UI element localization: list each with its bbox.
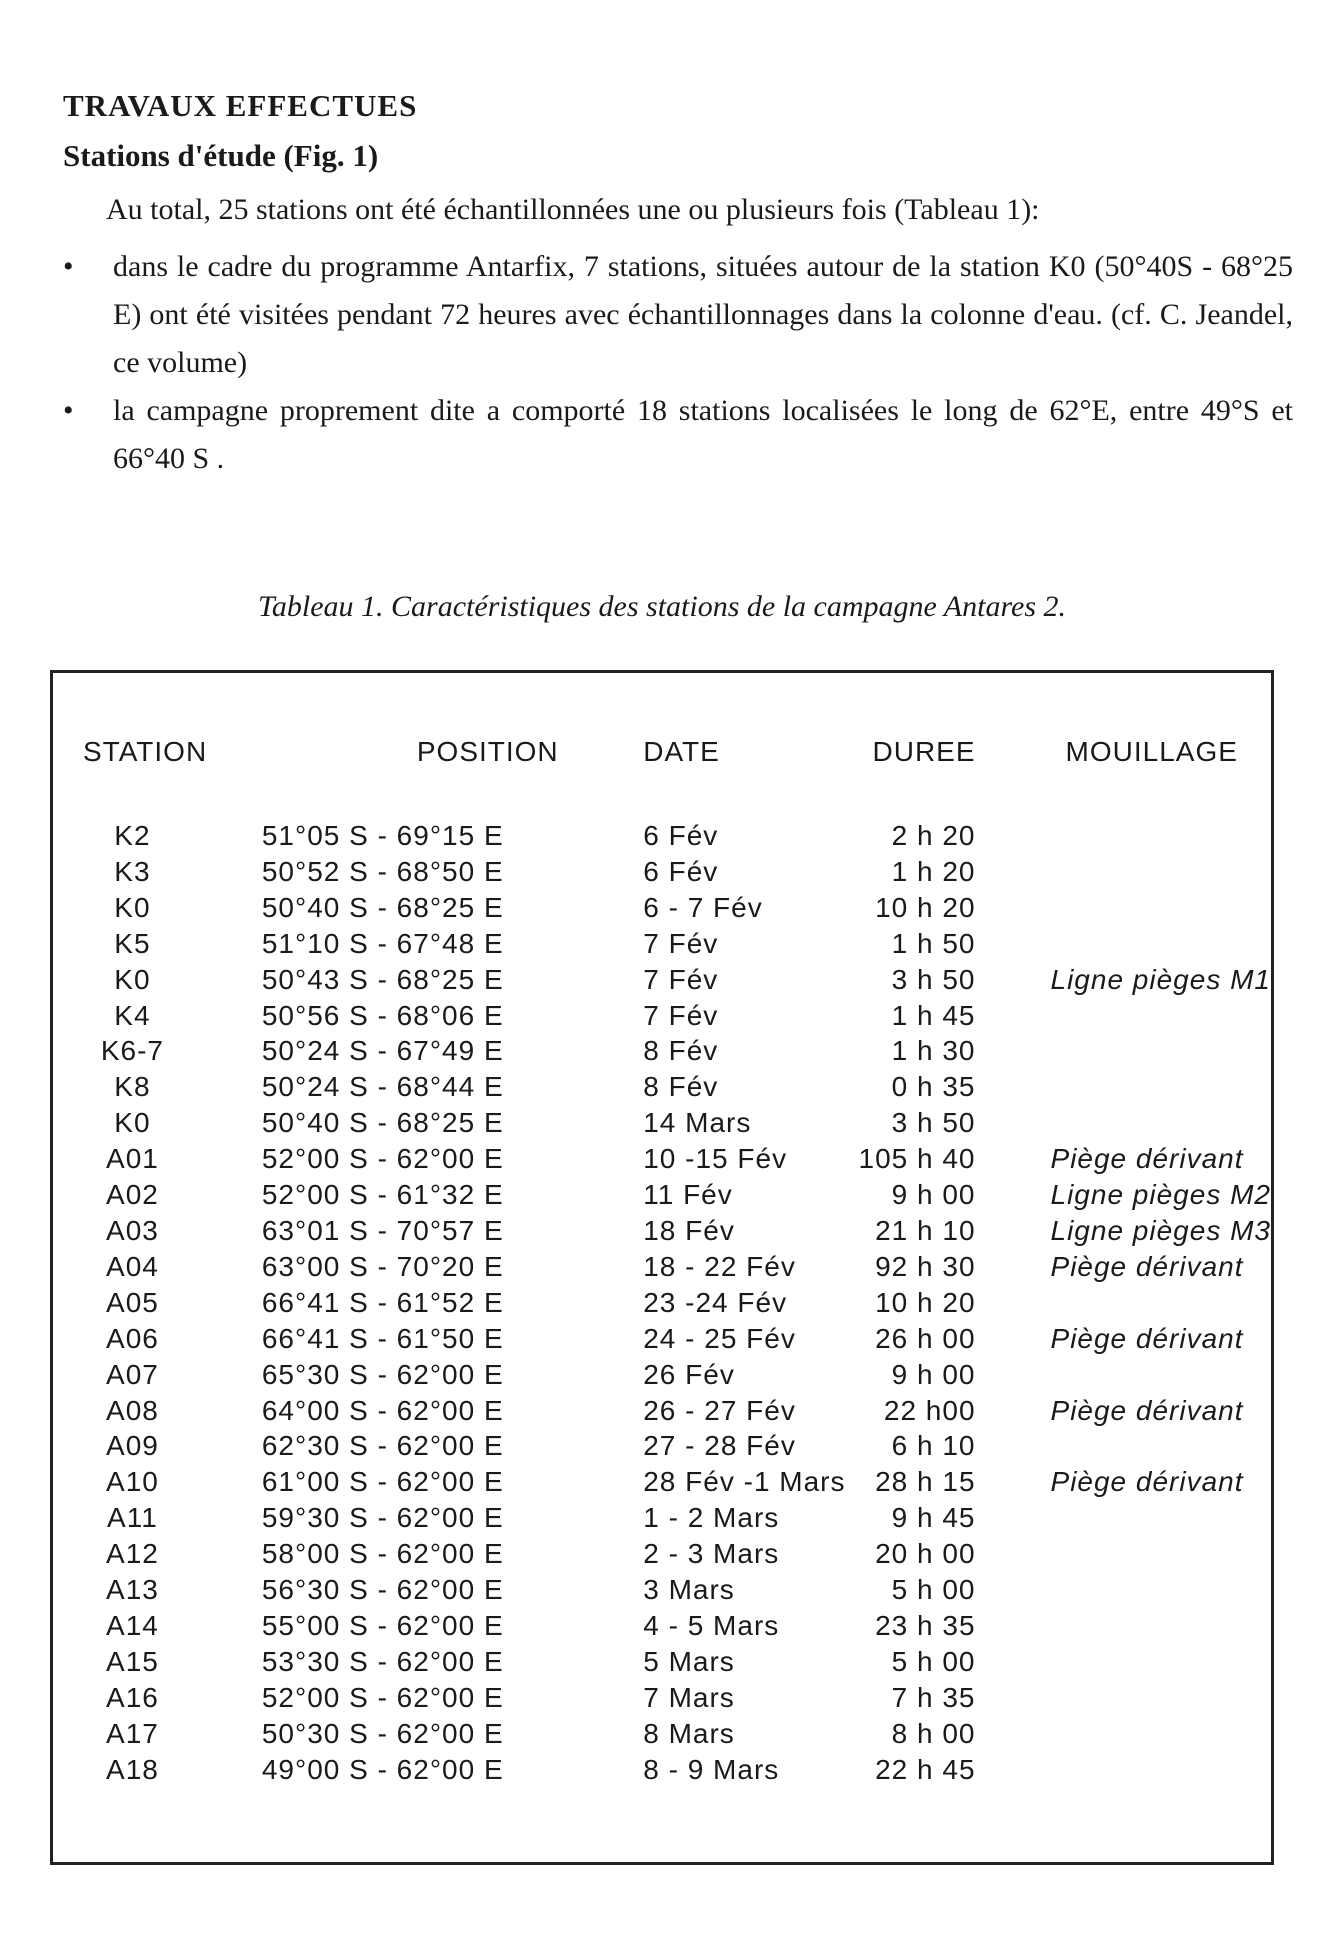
- cell-mouillage: Piège dérivant: [1050, 1143, 1244, 1175]
- section-title: TRAVAUX EFFECTUES: [63, 88, 418, 123]
- cell-date: 11 Fév: [643, 1179, 733, 1211]
- cell-mouillage: Piège dérivant: [1050, 1250, 1244, 1282]
- cell-duree: 1 h 50: [891, 927, 976, 959]
- table-caption: Tableau 1. Caractéristiques des stations de la campagne Antares 2.: [257, 590, 1067, 623]
- cell-station: A08: [106, 1394, 159, 1426]
- cell-mouillage: [996, 1608, 1271, 1644]
- table-row: [53, 1393, 1271, 1429]
- cell-station: K5: [114, 927, 151, 959]
- cell-mouillage: [996, 1105, 1271, 1141]
- bullet-item: [63, 387, 1293, 483]
- cell-date: 24 - 25 Fév: [643, 1322, 796, 1354]
- table-row: [53, 1500, 1271, 1536]
- table-frame: [50, 670, 1274, 1865]
- cell-mouillage: [996, 1500, 1271, 1536]
- stations-table: [53, 728, 1271, 1787]
- table-row: [53, 962, 1271, 998]
- table-row: [53, 1680, 1271, 1716]
- table-row: [53, 1464, 1271, 1500]
- table-row: [53, 1105, 1271, 1141]
- cell-station: K0: [114, 963, 151, 995]
- cell-position: 63°00 S - 70°20 E: [261, 1250, 504, 1282]
- cell-station: K4: [114, 999, 151, 1031]
- cell-station: A04: [106, 1250, 159, 1282]
- cell-station: A01: [106, 1143, 159, 1175]
- cell-mouillage: [996, 818, 1271, 854]
- cell-date: 8 - 9 Mars: [643, 1753, 780, 1785]
- cell-date: 5 Mars: [643, 1645, 735, 1677]
- cell-date: 7 Fév: [643, 999, 719, 1031]
- table-header-row: [53, 728, 1271, 818]
- table-row: [53, 1249, 1271, 1285]
- table-row: [53, 854, 1271, 890]
- cell-position: 49°00 S - 62°00 E: [261, 1753, 504, 1785]
- cell-date: 18 - 22 Fév: [643, 1250, 796, 1282]
- cell-duree: 10 h 20: [875, 1286, 976, 1318]
- bullet-text: dans le cadre du programme Antarfix, 7 stations, situées autour de la station K0 (50°40S - 68°25 E) ont été visitées pendant 72 heures avec échantillonnages dans la colonne d'eau. (cf. C. Jeandel, ce volume): [113, 250, 1293, 379]
- header-station: STATION: [83, 736, 208, 767]
- table-row: [53, 1572, 1271, 1608]
- cell-position: 50°52 S - 68°50 E: [261, 855, 504, 887]
- cell-position: 52°00 S - 62°00 E: [261, 1681, 504, 1713]
- cell-duree: 3 h 50: [891, 963, 976, 995]
- cell-station: A09: [106, 1430, 159, 1462]
- cell-mouillage: [996, 998, 1271, 1034]
- cell-mouillage: [996, 890, 1271, 926]
- table-row: [53, 1644, 1271, 1680]
- cell-position: 56°30 S - 62°00 E: [261, 1574, 504, 1606]
- cell-duree: 105 h 40: [858, 1143, 976, 1175]
- cell-duree: 7 h 35: [891, 1681, 976, 1713]
- cell-position: 50°43 S - 68°25 E: [261, 963, 504, 995]
- cell-station: K6-7: [100, 1035, 164, 1067]
- cell-station: K3: [114, 855, 151, 887]
- table-row: [53, 1428, 1271, 1464]
- cell-date: 6 - 7 Fév: [643, 891, 763, 923]
- cell-date: 2 - 3 Mars: [643, 1538, 780, 1570]
- cell-mouillage: Ligne pièges M3: [1050, 1214, 1271, 1246]
- bullet-icon: •: [63, 394, 74, 427]
- cell-station: A16: [106, 1681, 159, 1713]
- intro-paragraph: Au total, 25 stations ont été échantillonnées une ou plusieurs fois (Tableau 1):: [106, 193, 1040, 226]
- cell-date: 28 Fév -1 Mars: [643, 1466, 846, 1498]
- cell-date: 27 - 28 Fév: [643, 1430, 796, 1462]
- cell-position: 53°30 S - 62°00 E: [261, 1645, 504, 1677]
- cell-station: A13: [106, 1574, 159, 1606]
- table-row: [53, 1752, 1271, 1788]
- cell-date: 7 Fév: [643, 927, 719, 959]
- cell-position: 55°00 S - 62°00 E: [261, 1609, 504, 1641]
- table-row: [53, 1213, 1271, 1249]
- cell-duree: 9 h 00: [891, 1358, 976, 1390]
- cell-mouillage: Ligne pièges M1: [1050, 963, 1271, 995]
- cell-mouillage: [996, 1357, 1271, 1393]
- cell-date: 14 Mars: [643, 1107, 752, 1139]
- cell-duree: 1 h 45: [891, 999, 976, 1031]
- cell-station: A12: [106, 1538, 159, 1570]
- table-row: [53, 1357, 1271, 1393]
- cell-date: 6 Fév: [643, 820, 719, 851]
- cell-mouillage: [996, 926, 1271, 962]
- cell-station: A15: [106, 1645, 159, 1677]
- cell-duree: 8 h 00: [891, 1717, 976, 1749]
- cell-duree: 5 h 00: [891, 1645, 976, 1677]
- cell-mouillage: Ligne pièges M2: [1050, 1179, 1271, 1211]
- header-duree: DUREE: [872, 736, 976, 767]
- cell-position: 50°24 S - 68°44 E: [261, 1071, 504, 1103]
- cell-position: 63°01 S - 70°57 E: [261, 1214, 504, 1246]
- cell-date: 3 Mars: [643, 1574, 735, 1606]
- cell-date: 10 -15 Fév: [643, 1143, 788, 1175]
- cell-position: 50°40 S - 68°25 E: [261, 891, 504, 923]
- cell-duree: 28 h 15: [875, 1466, 976, 1498]
- cell-duree: 6 h 10: [891, 1430, 976, 1462]
- cell-position: 61°00 S - 62°00 E: [261, 1466, 504, 1498]
- cell-station: A02: [106, 1179, 159, 1211]
- cell-date: 8 Mars: [643, 1717, 735, 1749]
- cell-duree: 22 h 45: [875, 1753, 976, 1785]
- bullet-text: la campagne proprement dite a comporté 18 stations localisées le long de 62°E, entre 49°S et 66°40 S .: [113, 394, 1293, 475]
- table-row: [53, 926, 1271, 962]
- table-row: [53, 1608, 1271, 1644]
- cell-duree: 2 h 20: [891, 820, 976, 851]
- cell-duree: 1 h 20: [891, 855, 976, 887]
- cell-duree: 21 h 10: [875, 1214, 976, 1246]
- header-mouillage: MOUILLAGE: [1065, 736, 1238, 767]
- cell-date: 23 -24 Fév: [643, 1286, 788, 1318]
- cell-mouillage: [996, 1752, 1271, 1788]
- cell-date: 7 Fév: [643, 963, 719, 995]
- cell-position: 50°40 S - 68°25 E: [261, 1107, 504, 1139]
- cell-station: A17: [106, 1717, 159, 1749]
- cell-station: A03: [106, 1214, 159, 1246]
- cell-duree: 23 h 35: [875, 1609, 976, 1641]
- table-body: [53, 818, 1271, 1787]
- cell-duree: 22 h00: [883, 1394, 976, 1426]
- cell-duree: 26 h 00: [875, 1322, 976, 1354]
- cell-date: 26 Fév: [643, 1358, 735, 1390]
- header-date: DATE: [643, 736, 720, 767]
- cell-mouillage: [996, 1536, 1271, 1572]
- table-row: [53, 998, 1271, 1034]
- cell-date: 8 Fév: [643, 1035, 719, 1067]
- cell-mouillage: [996, 1716, 1271, 1752]
- cell-position: 64°00 S - 62°00 E: [261, 1394, 504, 1426]
- cell-date: 6 Fév: [643, 855, 719, 887]
- cell-position: 66°41 S - 61°50 E: [261, 1322, 504, 1354]
- cell-mouillage: [996, 1644, 1271, 1680]
- cell-position: 50°24 S - 67°49 E: [261, 1035, 504, 1067]
- table-row: [53, 1321, 1271, 1357]
- table-row: [53, 1141, 1271, 1177]
- cell-position: 65°30 S - 62°00 E: [261, 1358, 504, 1390]
- table-row: [53, 1177, 1271, 1213]
- cell-mouillage: [996, 1069, 1271, 1105]
- cell-mouillage: Piège dérivant: [1050, 1466, 1244, 1498]
- cell-duree: 10 h 20: [875, 891, 976, 923]
- subsection-title: Stations d'étude (Fig. 1): [63, 138, 379, 173]
- cell-mouillage: Piège dérivant: [1050, 1394, 1244, 1426]
- cell-station: A07: [106, 1358, 159, 1390]
- cell-position: 58°00 S - 62°00 E: [261, 1538, 504, 1570]
- cell-mouillage: [996, 1572, 1271, 1608]
- cell-position: 50°56 S - 68°06 E: [261, 999, 504, 1031]
- cell-mouillage: Piège dérivant: [1050, 1322, 1244, 1354]
- cell-mouillage: [996, 1033, 1271, 1069]
- cell-position: 62°30 S - 62°00 E: [261, 1430, 504, 1462]
- table-row: [53, 1285, 1271, 1321]
- bullet-list: [63, 243, 1293, 483]
- cell-station: K8: [114, 1071, 151, 1103]
- table-row: [53, 1069, 1271, 1105]
- header-position: POSITION: [416, 736, 559, 767]
- cell-date: 18 Fév: [643, 1214, 735, 1246]
- cell-duree: 0 h 35: [891, 1071, 976, 1103]
- cell-mouillage: [996, 1285, 1271, 1321]
- cell-duree: 5 h 00: [891, 1574, 976, 1606]
- cell-date: 7 Mars: [643, 1681, 735, 1713]
- cell-station: A10: [106, 1466, 159, 1498]
- cell-position: 52°00 S - 62°00 E: [261, 1143, 504, 1175]
- cell-duree: 20 h 00: [875, 1538, 976, 1570]
- table-row: [53, 890, 1271, 926]
- cell-position: 66°41 S - 61°52 E: [261, 1286, 504, 1318]
- cell-duree: 92 h 30: [875, 1250, 976, 1282]
- cell-duree: 9 h 45: [891, 1502, 976, 1534]
- cell-date: 26 - 27 Fév: [643, 1394, 796, 1426]
- cell-position: 59°30 S - 62°00 E: [261, 1502, 504, 1534]
- cell-station: A14: [106, 1609, 159, 1641]
- table-row: [53, 1033, 1271, 1069]
- cell-date: 1 - 2 Mars: [643, 1502, 780, 1534]
- cell-position: 52°00 S - 61°32 E: [261, 1179, 504, 1211]
- cell-position: 51°05 S - 69°15 E: [261, 820, 504, 851]
- cell-mouillage: [996, 1428, 1271, 1464]
- cell-station: K0: [114, 891, 151, 923]
- cell-position: 50°30 S - 62°00 E: [261, 1717, 504, 1749]
- cell-mouillage: [996, 1680, 1271, 1716]
- cell-station: A11: [107, 1502, 158, 1534]
- bullet-icon: •: [63, 250, 74, 283]
- table-row: [53, 1716, 1271, 1752]
- table-row: [53, 1536, 1271, 1572]
- cell-station: K0: [114, 1107, 151, 1139]
- bullet-item: [63, 243, 1293, 387]
- cell-duree: 9 h 00: [891, 1179, 976, 1211]
- cell-station: K2: [114, 820, 151, 851]
- cell-duree: 1 h 30: [891, 1035, 976, 1067]
- cell-station: A05: [106, 1286, 159, 1318]
- cell-duree: 3 h 50: [891, 1107, 976, 1139]
- cell-date: 8 Fév: [643, 1071, 719, 1103]
- cell-station: A06: [106, 1322, 159, 1354]
- cell-position: 51°10 S - 67°48 E: [261, 927, 504, 959]
- cell-mouillage: [996, 854, 1271, 890]
- cell-station: A18: [106, 1753, 159, 1785]
- cell-date: 4 - 5 Mars: [643, 1609, 780, 1641]
- table-row: [53, 818, 1271, 854]
